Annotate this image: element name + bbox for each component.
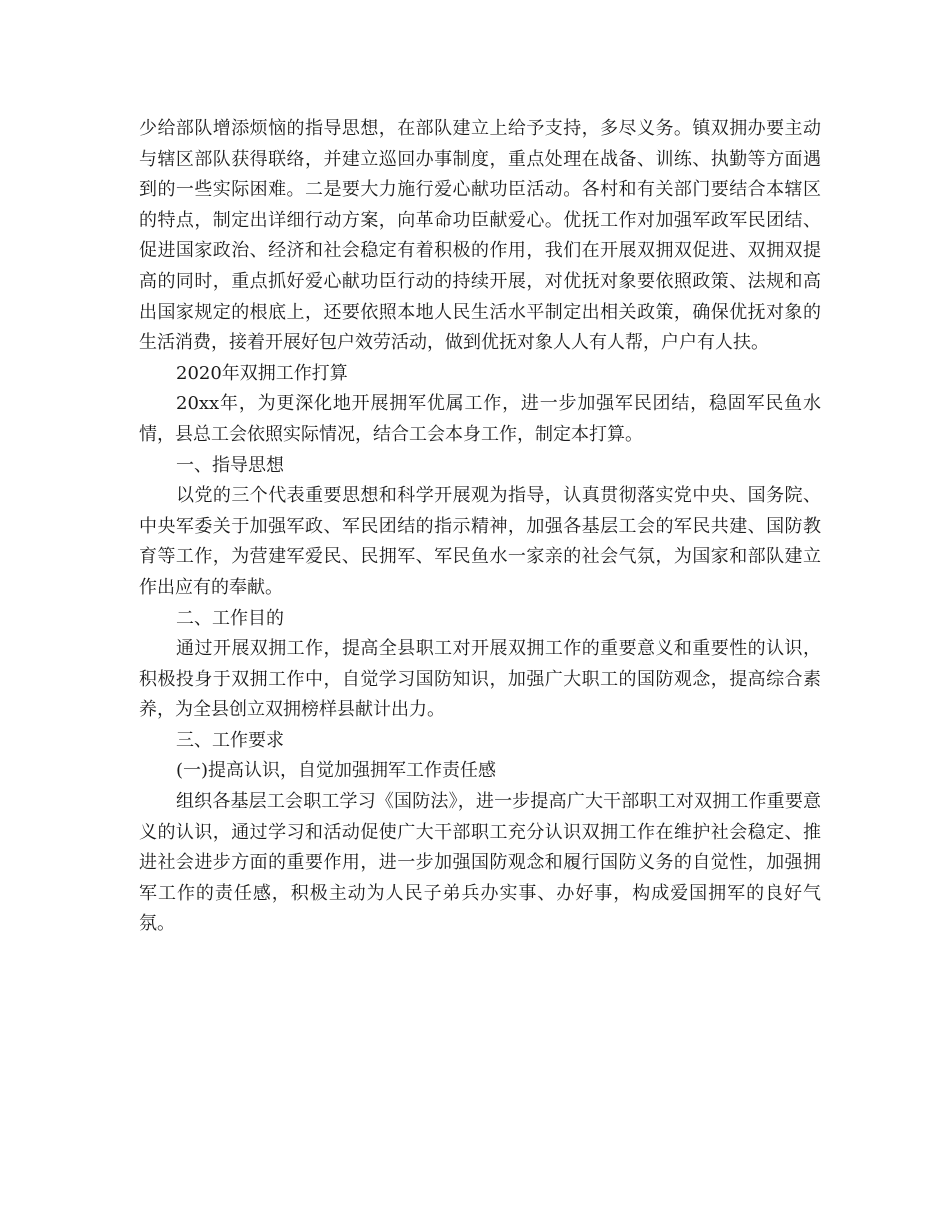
paragraph-work-goal: 通过开展双拥工作，提高全县职工对开展双拥工作的重要意义和重要性的认识，积极投身于双拥工作中，自觉学习国防知识，加强广大职工的国防观念，提高综合素养，为全县创立双拥榜样县献计出力。: [139, 638, 821, 721]
heading-work-goal: 二、工作目的: [176, 607, 284, 629]
paragraph-guiding-thought: 以党的三个代表重要思想和科学开展观为指导，认真贯彻落实党中央、国务院、中央军委关于加强军政、军民团结的指示精神，加强各基层工会的军民共建、国防教育等工作，为营建军爱民、民拥军、军民鱼水一家亲的社会气氛，为国家和部队建立作出应有的奉献。: [139, 485, 821, 598]
paragraph-continuation: 少给部队增添烦恼的指导思想，在部队建立上给予支持，多尽义务。镇双拥办要主动与辖区部队获得联络，并建立巡回办事制度，重点处理在战备、训练、执勤等方面遇到的一些实际困难。二是要大力施行爱心献功臣活动。各村和有关部门要结合本辖区的特点，制定出详细行动方案，向革命功臣献爱心。优抚工作对加强军政军民团结、促进国家政治、经济和社会稳定有着积极的作用，我们在开展双拥双促进、双拥双提高的同时，重点抓好爱心献功臣行动的持续开展，对优抚对象要依照政策、法规和高出国家规定的根底上，还要依照本地人民生活水平制定出相关政策，确保优抚对象的生活消费，接着开展好包户效劳活动，做到优抚对象人人有人帮，户户有人扶。: [139, 118, 821, 354]
document-body: [139, 114, 821, 940]
subheading-raise-awareness: (一)提高认识，自觉加强拥军工作责任感: [176, 760, 497, 782]
paragraph-intro: 20xx年，为更深化地开展拥军优属工作，进一步加强军民团结，稳固军民鱼水情，县总工会依照实际情况，结合工会本身工作，制定本打算。: [139, 393, 821, 445]
heading-work-requirements: 三、工作要求: [176, 729, 284, 751]
section-title-plan: 2020年双拥工作打算: [176, 362, 348, 384]
heading-guiding-thought: 一、指导思想: [176, 454, 284, 476]
paragraph-raise-awareness: 组织各基层工会职工学习《国防法》，进一步提高广大干部职工对双拥工作重要意义的认识，通过学习和活动促使广大干部职工充分认识双拥工作在维护社会稳定、推进社会进步方面的重要作用，进一步加强国防观念和履行国防义务的自觉性，加强拥军工作的责任感，积极主动为人民子弟兵办实事、办好事，构成爱国拥军的良好气氛。: [139, 791, 821, 935]
